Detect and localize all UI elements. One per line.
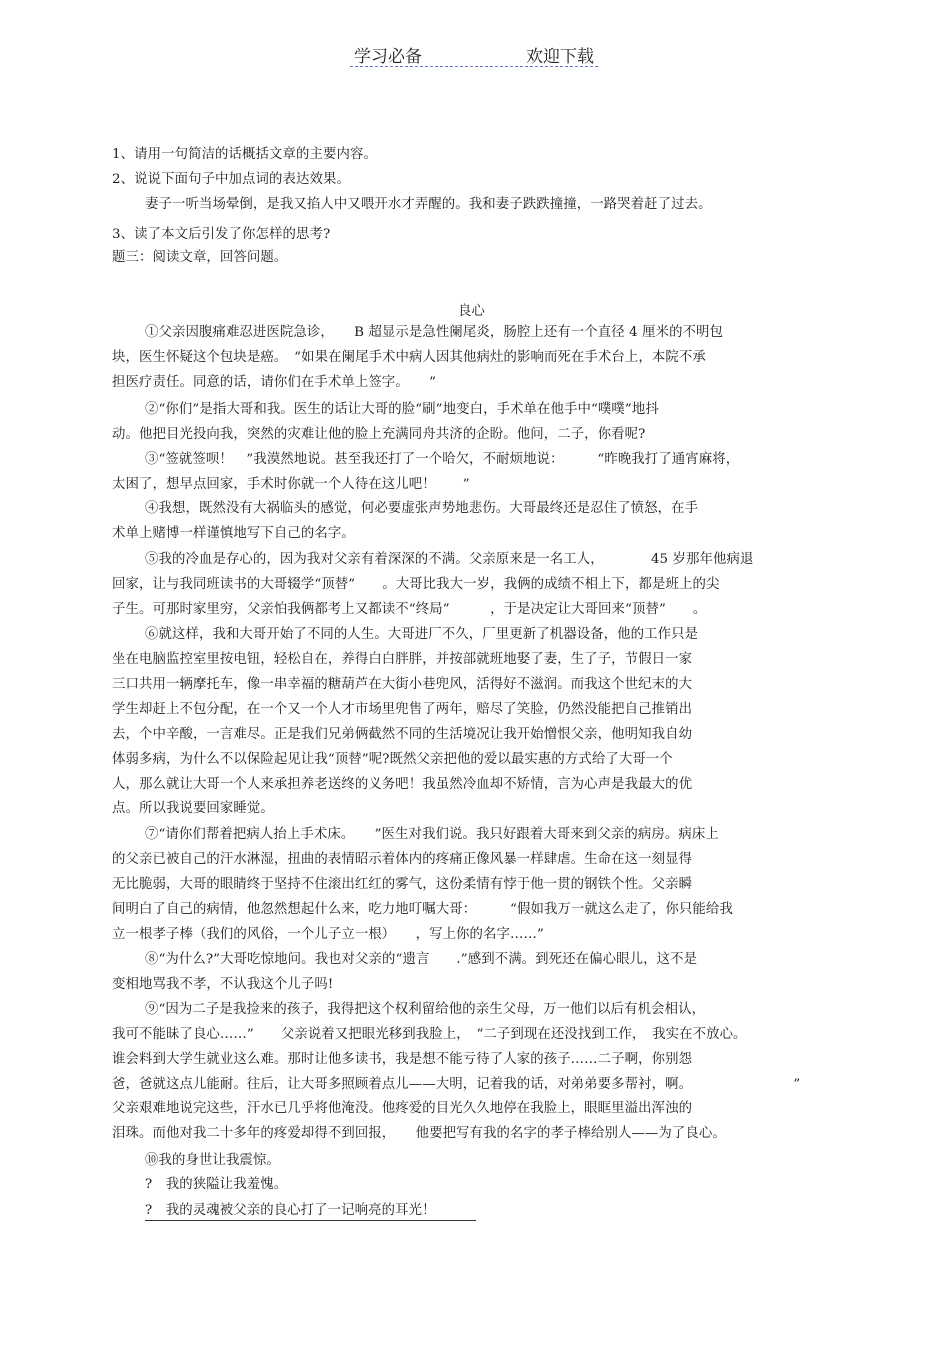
article-line: ①父亲因腹痛难忍进医院急诊， B 超显示是急性阑尾炎，肠腔上还有一个直径 4 厘米的不明包 (145, 325, 724, 340)
article-line: ⑦“请你们帮着把病人抬上手术床。 ”医生对我们说。我只好跟着大哥来到父亲的病房。病床上 (145, 827, 719, 842)
article-line: ? 我的灵魂被父亲的良心打了一记响亮的耳光！ (145, 1202, 476, 1221)
article-line: ⑥就这样，我和大哥开始了不同的人生。大哥进厂不久，厂里更新了机器设备，他的工作只是 (145, 627, 699, 642)
question-1: 1、请用一句简洁的话概括文章的主要内容。 (112, 147, 377, 162)
article-line: 立一根孝子棒（我们的风俗，一个儿子立一根） ，写上你的名字……” (112, 927, 544, 942)
article-line: 三口共用一辆摩托车，像一串幸福的糖葫芦在大街小巷兜风，活得好不滋润。而我这个世纪末的大 (112, 677, 693, 692)
article-line: 人，那么就让大哥一个人来承担养老送终的义务吧！我虽然冷血却不矫情，言为心声是我最大的优 (112, 777, 693, 792)
article-line: 谁会料到大学生就业这么难。那时让他多读书，我是想不能亏待了人家的孩子……二子啊，你别怨 (112, 1052, 693, 1067)
question-2-sentence: 妻子一听当场晕倒，是我又掐人中又喂开水才弄醒的。我和妻子跌跌撞撞，一路哭着赶了过去。 (145, 197, 712, 212)
article-line: 我可不能昧了良心……” 父亲说着又把眼光移到我脸上， “二子到现在还没找到工作， 我实在不放心。 (112, 1027, 747, 1042)
article-line: 坐在电脑监控室里按电钮，轻松自在，养得白白胖胖，并按部就班地娶了妻，生了子，节假日一家 (112, 652, 693, 667)
article-line: ⑤我的冷血是存心的，因为我对父亲有着深深的不满。父亲原来是一名工人， 45 岁那年他病退 (145, 552, 754, 567)
article-line: 变相地骂我不孝，不认我这个儿子吗! (112, 977, 334, 992)
article-line: 太困了，想早点回家，手术时你就一个人待在这儿吧！ ” (112, 477, 470, 492)
question-3: 3、读了本文后引发了你怎样的思考? (112, 227, 331, 242)
article-line: 子生。可那时家里穷，父亲怕我俩都考上又都读不“终局” ，于是决定让大哥回来“顶替” 。 (112, 602, 707, 617)
page-header (350, 40, 598, 67)
article-line: 泪珠。而他对我二十多年的疼爱却得不到回报， 他要把写有我的名字的孝子棒给别人——为了良心。 (112, 1126, 726, 1141)
article-line: 块，医生怀疑这个包块是癌。 “如果在阑尾手术中病人因其他病灶的影响而死在手术台上，本院不承 (112, 350, 706, 365)
section-three-heading: 题三：阅读文章，回答问题。 (112, 250, 288, 265)
article-line: ⑧“为什么?”大哥吃惊地问。我也对父亲的“遗言 .”感到不满。到死还在偏心眼儿，这不是 (145, 952, 698, 967)
article-line: ④我想，既然没有大祸临头的感觉，何必要虚张声势地悲伤。大哥最终还是忍住了愤怒，在手 (145, 501, 699, 516)
article-line: ⑩我的身世让我震惊。 (145, 1153, 280, 1168)
article-title: 良心 (458, 304, 485, 319)
article-line: ? 我的狭隘让我羞愧。 (145, 1177, 288, 1192)
header-right-text: 欢迎下载 (526, 47, 594, 67)
article-line: 的父亲已被自己的汗水淋湿，扭曲的表情昭示着体内的疼痛正像风暴一样肆虐。生命在这一刻显得 (112, 852, 693, 867)
article-line: 父亲艰难地说完这些，汗水已几乎将他淹没。他疼爱的目光久久地停在我脸上，眼眶里溢出浑浊的 (112, 1101, 693, 1116)
article-line: 术单上赌博一样谨慎地写下自己的名字。 (112, 526, 355, 541)
article-line: 回家，让与我同班读书的大哥辍学“顶替” 。大哥比我大一岁，我俩的成绩不相上下，都是班上的尖 (112, 577, 720, 592)
article-line: 点。所以我说要回家睡觉。 (112, 801, 274, 816)
question-2: 2、说说下面句子中加点词的表达效果。 (112, 172, 350, 187)
article-line: 爸，爸就这点儿能耐。往后，让大哥多照顾着点儿——大明，记着我的话，对弟弟要多帮衬，啊。 ” (112, 1077, 801, 1092)
article-line: 去，个中辛酸，一言难尽。正是我们兄弟俩截然不同的生活境况让我开始憎恨父亲，他明知我自幼 (112, 727, 693, 742)
article-line: ⑨“因为二子是我捡来的孩子，我得把这个权利留给他的亲生父母，万一他们以后有机会相认， (145, 1002, 706, 1017)
article-line: 间明白了自己的病情，他忽然想起什么来，吃力地叮嘱大哥： “假如我万一就这么走了，你只能给我 (112, 902, 733, 917)
article-line: 体弱多病，为什么不以保险起见让我“顶替”呢?既然父亲把他的爱以最实惠的方式给了大哥一个 (112, 752, 673, 767)
article-line: 动。他把目光投向我，突然的灾难让他的脸上充满同舟共济的企盼。他问，二子，你看呢? (112, 427, 646, 442)
article-line: ②“你们”是指大哥和我。医生的话让大哥的脸“刷”地变白，手术单在他手中“噗噗”地抖 (145, 402, 659, 417)
article-line: 无比脆弱，大哥的眼睛终于坚持不住滚出红红的雾气，这份柔情有悖于他一贯的钢铁个性。父亲瞬 (112, 877, 693, 892)
article-line: ③“签就签呗！ ”我漠然地说。甚至我还打了一个哈欠，不耐烦地说： “昨晚我打了通宵麻将， (145, 452, 740, 467)
header-left-text: 学习必备 (354, 47, 422, 67)
article-line: 学生却赶上不包分配，在一个又一个人才市场里兜售了两年，赔尽了笑脸，仍然没能把自己推销出 (112, 702, 693, 717)
article-line: 担医疗责任。同意的话，请你们在手术单上签字。 ” (112, 375, 437, 390)
